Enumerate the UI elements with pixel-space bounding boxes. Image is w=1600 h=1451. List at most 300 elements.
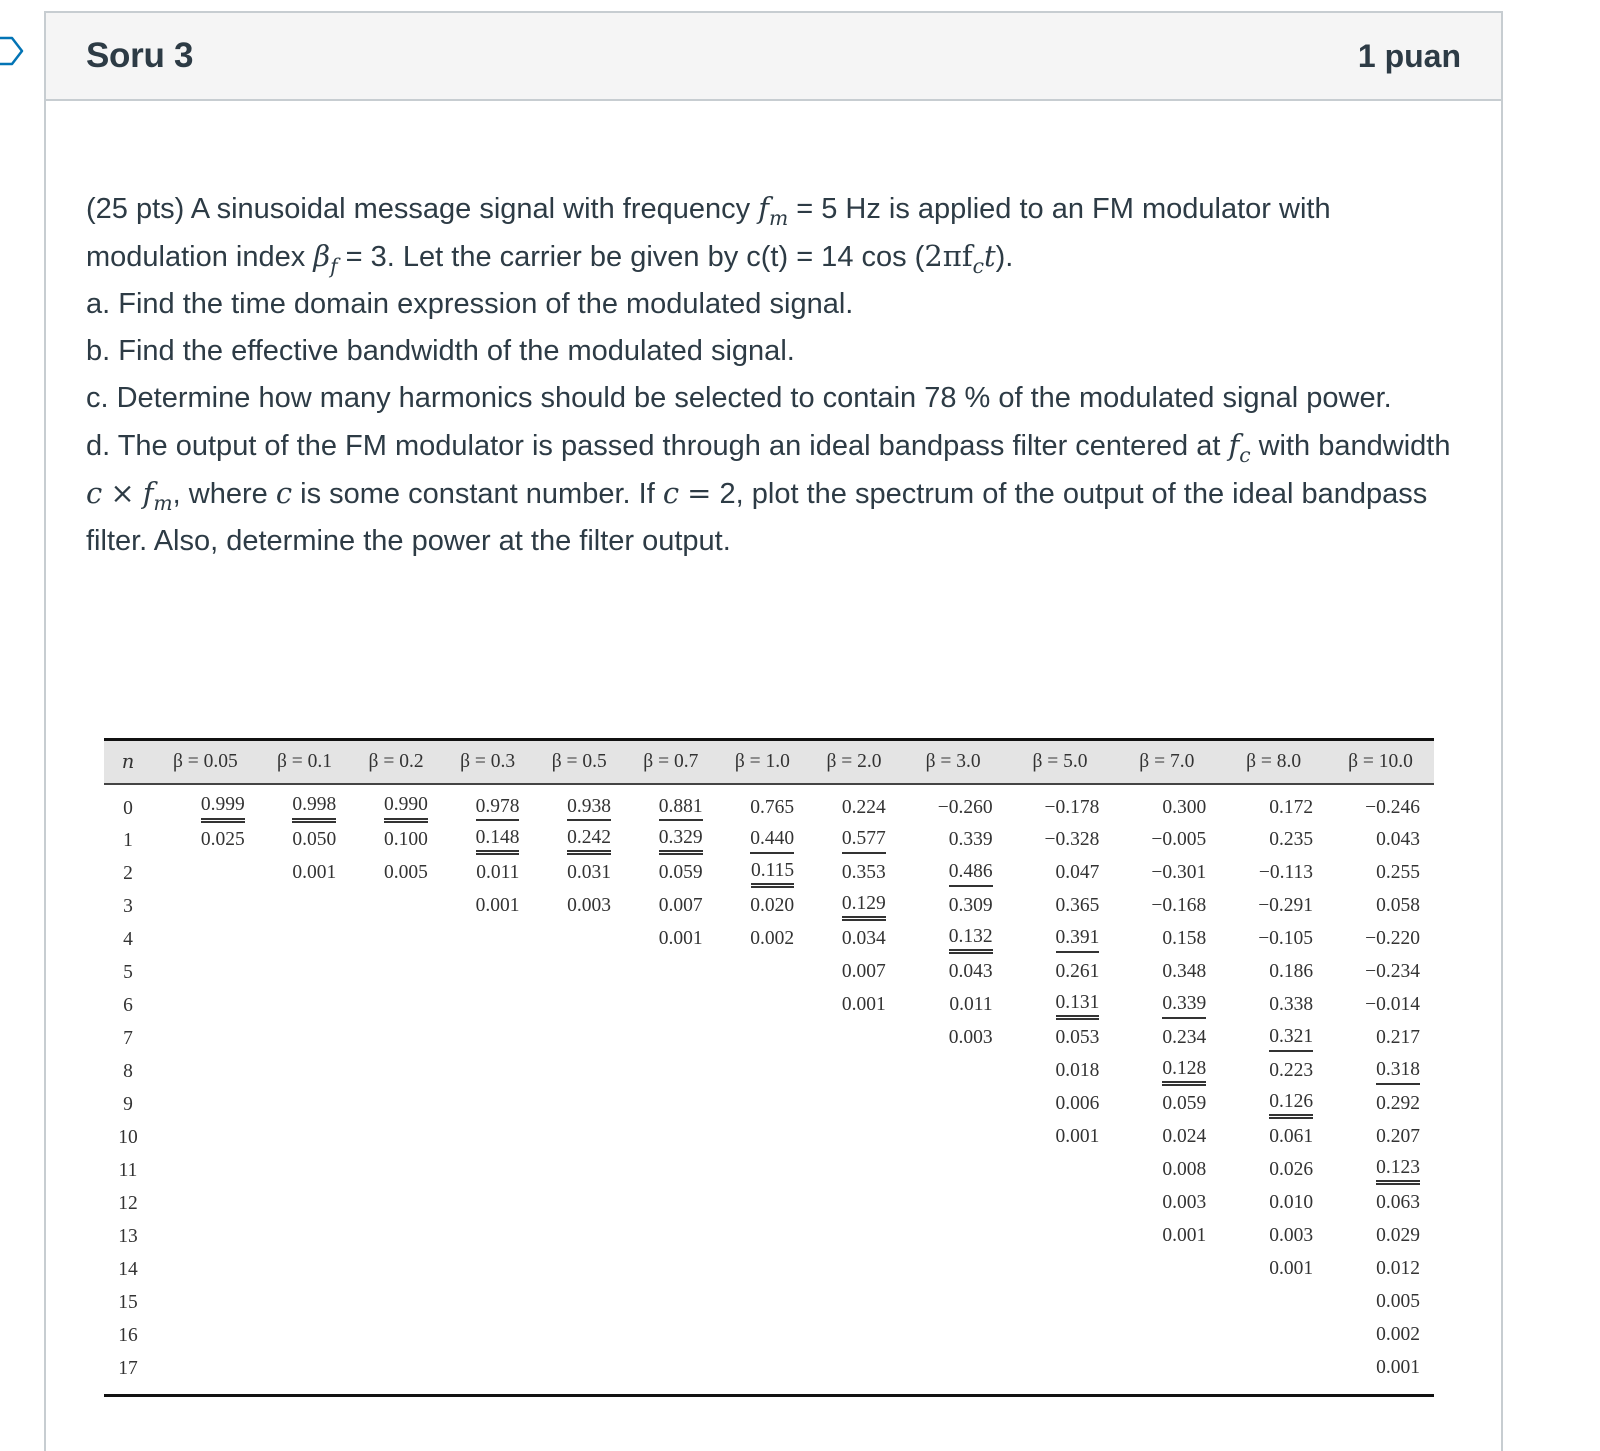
row-index: 2	[123, 863, 133, 884]
part-a: a. Find the time domain expression of the modulated signal.	[86, 288, 854, 320]
table-cell	[625, 1056, 717, 1089]
cell-value: 0.132	[949, 927, 993, 955]
cell-value: 0.006	[1055, 1093, 1100, 1115]
table-cell	[717, 1320, 809, 1353]
header-n: n	[121, 749, 135, 773]
table-cell	[152, 858, 259, 891]
row-index: 9	[123, 1094, 133, 1115]
table-cell	[259, 784, 351, 825]
table-cell	[1327, 1155, 1434, 1188]
cell-value: 0.172	[1269, 796, 1314, 818]
cell-value: 0.047	[1055, 862, 1100, 884]
table-cell	[152, 891, 259, 924]
row-index: 8	[123, 1061, 133, 1082]
table-cell	[442, 858, 534, 891]
question-title: Soru 3	[86, 36, 194, 75]
table-cell	[152, 957, 259, 990]
table-cell	[900, 990, 1007, 1023]
cell-value: 0.223	[1269, 1060, 1314, 1082]
cell-value: 0.001	[475, 895, 520, 917]
table-cell	[1007, 1023, 1114, 1056]
part-d: d. The output of the FM modulator is passed through an ideal bandpass filter centered at $f_c$ with bandwidth $c \times f_m$, where c is some constant number. If c = 2, plot the spectrum of the output of the ideal bandpass filter. Also, determine the power at the filter output.	[86, 428, 1451, 557]
table-cell	[350, 1056, 442, 1089]
cell-value: 0.978	[476, 797, 520, 822]
cell-value: 0.186	[1269, 961, 1314, 983]
cell-value: 0.148	[476, 828, 520, 856]
cell-value: 0.003	[1162, 1192, 1207, 1214]
cell-value: 0.005	[383, 862, 428, 884]
cell-value: 0.126	[1269, 1092, 1313, 1120]
table-cell	[717, 1353, 809, 1392]
table-cell	[1113, 1023, 1220, 1056]
table-cell	[259, 924, 351, 957]
cell-value: 0.158	[1162, 928, 1207, 950]
table-cell	[808, 1353, 900, 1392]
bessel-body	[104, 784, 1434, 1392]
table-cell	[717, 825, 809, 858]
table-row	[104, 891, 1434, 924]
table-cell	[900, 1320, 1007, 1353]
table-cell	[259, 1320, 351, 1353]
table-cell	[442, 1188, 534, 1221]
table-cell	[350, 858, 442, 891]
cell-value: 0.881	[659, 797, 703, 822]
table-cell	[625, 891, 717, 924]
row-index: 16	[118, 1325, 138, 1346]
cell-value: 0.339	[1162, 994, 1206, 1019]
cell-value: 0.115	[751, 861, 794, 889]
cell-value: −0.105	[1258, 928, 1314, 950]
table-cell	[259, 1221, 351, 1254]
table-cell	[808, 1287, 900, 1320]
cell-value: 0.001	[1162, 1225, 1207, 1247]
table-cell	[1220, 1056, 1327, 1089]
table-cell	[259, 957, 351, 990]
table-cell	[442, 1089, 534, 1122]
table-cell	[442, 1023, 534, 1056]
table-cell	[808, 1320, 900, 1353]
table-row	[104, 1287, 1434, 1320]
table-cell	[1007, 924, 1114, 957]
cell-value: 0.348	[1162, 961, 1207, 983]
table-cell	[1327, 858, 1434, 891]
table-bottom-rule	[104, 1394, 1434, 1397]
table-cell	[900, 1188, 1007, 1221]
table-cell	[625, 825, 717, 858]
cell-value: 0.100	[383, 829, 428, 851]
cell-value: 0.012	[1376, 1258, 1420, 1280]
table-cell	[259, 1122, 351, 1155]
cell-value: 0.131	[1056, 993, 1100, 1021]
table-row	[104, 1023, 1434, 1056]
cell-value: 0.309	[948, 895, 993, 917]
cell-value: −0.005	[1151, 829, 1207, 851]
table-cell	[900, 825, 1007, 858]
table-cell	[1327, 891, 1434, 924]
cell-value: 0.059	[658, 862, 703, 884]
bessel-table-image	[104, 738, 1434, 1397]
table-cell	[442, 891, 534, 924]
table-cell	[1327, 1287, 1434, 1320]
table-cell	[152, 1089, 259, 1122]
question-card	[44, 11, 1503, 1451]
table-cell	[717, 1023, 809, 1056]
table-cell	[1113, 858, 1220, 891]
table-cell	[152, 1155, 259, 1188]
table-cell	[625, 1221, 717, 1254]
table-cell	[533, 924, 625, 957]
table-cell	[152, 990, 259, 1023]
table-cell	[1220, 1353, 1327, 1392]
table-cell	[259, 990, 351, 1023]
part-c: c. Determine how many harmonics should be selected to contain 78 % of the modulated signal power.	[86, 382, 1392, 414]
table-cell	[152, 1023, 259, 1056]
cell-value: 0.020	[750, 895, 795, 917]
table-cell	[1113, 1254, 1220, 1287]
cell-value: 0.029	[1376, 1225, 1420, 1247]
table-cell	[900, 1023, 1007, 1056]
table-cell	[350, 990, 442, 1023]
table-cell	[1007, 1122, 1114, 1155]
table-cell	[808, 825, 900, 858]
table-cell	[1007, 1056, 1114, 1089]
table-cell	[1220, 784, 1327, 825]
table-cell	[350, 957, 442, 990]
table-cell	[533, 1056, 625, 1089]
table-cell	[1007, 957, 1114, 990]
cell-value: −0.113	[1258, 862, 1314, 884]
bessel-table	[104, 738, 1434, 1392]
table-cell	[1220, 1320, 1327, 1353]
cell-value: −0.178	[1044, 796, 1100, 818]
table-cell	[1007, 784, 1114, 825]
cell-value: −0.014	[1365, 994, 1420, 1016]
table-cell	[350, 1089, 442, 1122]
cell-value: 0.003	[567, 895, 612, 917]
table-cell	[625, 1023, 717, 1056]
header-beta: β = 10.0	[1348, 750, 1413, 772]
table-cell	[350, 825, 442, 858]
row-index: 15	[118, 1292, 138, 1313]
table-cell	[808, 784, 900, 825]
table-cell	[625, 990, 717, 1023]
table-cell	[259, 1353, 351, 1392]
table-cell	[533, 1353, 625, 1392]
question-points: 1 puan	[1357, 37, 1461, 74]
table-cell	[350, 924, 442, 957]
cell-value: 0.043	[948, 961, 993, 983]
table-cell	[259, 1155, 351, 1188]
table-cell	[152, 1188, 259, 1221]
table-cell	[1007, 1287, 1114, 1320]
table-cell	[1007, 1188, 1114, 1221]
table-cell	[350, 1221, 442, 1254]
table-cell	[717, 1221, 809, 1254]
question-text	[46, 101, 1501, 565]
table-cell	[533, 1155, 625, 1188]
table-cell	[533, 957, 625, 990]
table-row	[104, 1188, 1434, 1221]
cell-value: 0.217	[1376, 1027, 1420, 1049]
table-cell	[533, 1188, 625, 1221]
table-cell	[1327, 924, 1434, 957]
table-cell	[1113, 1221, 1220, 1254]
table-cell	[808, 1023, 900, 1056]
table-cell	[808, 858, 900, 891]
table-cell	[808, 1188, 900, 1221]
table-cell	[717, 1122, 809, 1155]
table-cell	[533, 1254, 625, 1287]
cell-value: 0.026	[1269, 1159, 1314, 1181]
table-cell	[900, 858, 1007, 891]
cell-value: 0.034	[841, 928, 886, 950]
table-cell	[1113, 1287, 1220, 1320]
cell-value: 0.486	[949, 862, 993, 887]
table-row	[104, 1254, 1434, 1287]
cell-value: 0.128	[1162, 1059, 1206, 1087]
table-cell	[442, 1254, 534, 1287]
table-cell	[808, 1155, 900, 1188]
table-cell	[533, 1122, 625, 1155]
row-index: 12	[118, 1193, 138, 1214]
table-cell	[259, 1254, 351, 1287]
table-cell	[1220, 1287, 1327, 1320]
table-row	[104, 1056, 1434, 1089]
table-cell	[900, 784, 1007, 825]
cell-value: 0.007	[658, 895, 703, 917]
table-cell	[350, 891, 442, 924]
table-cell	[442, 924, 534, 957]
table-cell	[1327, 990, 1434, 1023]
table-cell	[1007, 825, 1114, 858]
table-cell	[152, 784, 259, 825]
table-cell	[900, 957, 1007, 990]
cell-value: 0.292	[1376, 1093, 1420, 1115]
cell-value: 0.001	[841, 994, 886, 1016]
table-cell	[1327, 1221, 1434, 1254]
table-cell	[808, 1254, 900, 1287]
table-cell	[625, 1188, 717, 1221]
table-cell	[1220, 1089, 1327, 1122]
cell-value: 0.011	[949, 994, 993, 1016]
cell-value: 0.224	[841, 796, 886, 818]
cell-value: 0.007	[841, 961, 886, 983]
table-cell	[350, 784, 442, 825]
table-cell	[808, 924, 900, 957]
table-cell	[625, 957, 717, 990]
table-cell	[533, 1287, 625, 1320]
table-cell	[717, 1155, 809, 1188]
table-cell	[900, 1155, 1007, 1188]
table-cell	[1007, 891, 1114, 924]
cell-value: 0.261	[1055, 961, 1100, 983]
table-cell	[350, 1023, 442, 1056]
table-cell	[350, 1254, 442, 1287]
row-index: 17	[118, 1358, 138, 1379]
table-cell	[442, 1353, 534, 1392]
cell-value: 0.001	[292, 862, 337, 884]
cell-value: 0.061	[1269, 1126, 1314, 1148]
table-row	[104, 1320, 1434, 1353]
cell-value: −0.260	[937, 796, 993, 818]
table-cell	[717, 990, 809, 1023]
table-cell	[717, 924, 809, 957]
table-cell	[808, 1089, 900, 1122]
table-cell	[1220, 1122, 1327, 1155]
table-cell	[900, 1221, 1007, 1254]
table-cell	[1113, 1122, 1220, 1155]
table-cell	[152, 1287, 259, 1320]
table-cell	[259, 858, 351, 891]
table-cell	[625, 1254, 717, 1287]
table-cell	[350, 1287, 442, 1320]
cell-value: 0.053	[1055, 1027, 1100, 1049]
cell-value: 0.999	[201, 795, 245, 823]
table-cell	[900, 1287, 1007, 1320]
row-index: 7	[123, 1028, 133, 1049]
header-beta: β = 8.0	[1246, 750, 1302, 772]
cell-value: 0.058	[1376, 895, 1420, 917]
table-row	[104, 1155, 1434, 1188]
header-beta: β = 0.05	[172, 750, 238, 772]
table-cell	[259, 1188, 351, 1221]
table-row	[104, 990, 1434, 1023]
table-cell	[1327, 1254, 1434, 1287]
cell-value: −0.328	[1044, 829, 1100, 851]
table-cell	[717, 957, 809, 990]
cell-value: 0.008	[1162, 1159, 1207, 1181]
table-cell	[900, 924, 1007, 957]
cell-value: 0.577	[842, 829, 886, 854]
question-intro: (25 pts) A sinusoidal message signal with frequency $f_m = 5$ Hz is applied to an FM modulator with modulation index $\beta_f = 3$. Let the carrier be given by c(t) = 14 $\cos (2\pi f_ct)$.	[86, 191, 1331, 278]
bessel-header-row	[104, 740, 1434, 784]
cell-value: 0.043	[1376, 829, 1420, 851]
table-cell	[152, 1122, 259, 1155]
table-cell	[717, 784, 809, 825]
table-cell	[350, 1320, 442, 1353]
table-cell	[442, 990, 534, 1023]
table-cell	[1007, 1221, 1114, 1254]
table-cell	[152, 1221, 259, 1254]
table-cell	[1007, 1320, 1114, 1353]
flag-question-icon[interactable]	[0, 34, 26, 68]
cell-value: 0.059	[1162, 1093, 1207, 1115]
row-index: 11	[118, 1160, 138, 1181]
cell-value: 0.001	[1269, 1258, 1314, 1280]
table-row	[104, 1353, 1434, 1392]
cell-value: 0.338	[1269, 994, 1314, 1016]
table-cell	[1327, 1089, 1434, 1122]
table-cell	[808, 1056, 900, 1089]
cell-value: 0.207	[1376, 1126, 1420, 1148]
table-cell	[625, 924, 717, 957]
table-cell	[442, 1056, 534, 1089]
table-row	[104, 1089, 1434, 1122]
cell-value: 0.339	[948, 829, 993, 851]
cell-value: 0.001	[658, 928, 703, 950]
table-cell	[442, 825, 534, 858]
table-cell	[1327, 957, 1434, 990]
table-row	[104, 1122, 1434, 1155]
cell-value: 0.002	[1376, 1324, 1420, 1346]
header-beta: β = 0.7	[643, 750, 699, 772]
table-cell	[442, 1287, 534, 1320]
table-cell	[533, 990, 625, 1023]
table-cell	[1220, 924, 1327, 957]
row-index: 6	[123, 995, 133, 1016]
table-cell	[717, 1056, 809, 1089]
cell-value: 0.002	[750, 928, 795, 950]
table-cell	[259, 1056, 351, 1089]
table-cell	[259, 1023, 351, 1056]
table-cell	[1327, 1320, 1434, 1353]
cell-value: −0.234	[1365, 961, 1420, 983]
cell-value: 0.063	[1376, 1192, 1420, 1214]
cell-value: −0.220	[1365, 928, 1420, 950]
table-cell	[1220, 957, 1327, 990]
header-beta: β = 0.2	[368, 750, 424, 772]
table-cell	[350, 1155, 442, 1188]
cell-value: 0.255	[1376, 862, 1420, 884]
table-cell	[1327, 1353, 1434, 1392]
cell-value: 0.242	[567, 828, 611, 856]
cell-value: 0.123	[1376, 1158, 1420, 1186]
table-cell	[1220, 825, 1327, 858]
row-index: 10	[118, 1127, 138, 1148]
table-cell	[442, 1221, 534, 1254]
table-cell	[717, 1287, 809, 1320]
cell-value: −0.246	[1365, 796, 1420, 818]
table-cell	[1113, 1056, 1220, 1089]
table-cell	[442, 1122, 534, 1155]
table-cell	[533, 1221, 625, 1254]
table-cell	[533, 784, 625, 825]
table-cell	[1220, 1188, 1327, 1221]
part-b: b. Find the effective bandwidth of the modulated signal.	[86, 335, 795, 367]
cell-value: 0.024	[1162, 1126, 1207, 1148]
cell-value: 0.003	[1269, 1225, 1314, 1247]
cell-value: 0.031	[567, 862, 612, 884]
table-cell	[533, 891, 625, 924]
table-cell	[625, 784, 717, 825]
table-cell	[625, 1287, 717, 1320]
cell-value: 0.329	[659, 828, 703, 856]
cell-value: 0.990	[384, 795, 428, 823]
header-beta: β = 3.0	[925, 750, 981, 772]
table-cell	[442, 1320, 534, 1353]
table-cell	[1007, 858, 1114, 891]
table-cell	[625, 1122, 717, 1155]
table-cell	[1327, 1122, 1434, 1155]
table-cell	[152, 1320, 259, 1353]
cell-value: 0.300	[1162, 796, 1207, 818]
table-cell	[1327, 784, 1434, 825]
table-cell	[533, 858, 625, 891]
table-row	[104, 957, 1434, 990]
table-cell	[1113, 924, 1220, 957]
table-cell	[533, 1089, 625, 1122]
cell-value: 0.018	[1055, 1060, 1100, 1082]
table-cell	[350, 1188, 442, 1221]
question-header	[46, 13, 1501, 101]
table-cell	[350, 1353, 442, 1392]
cell-value: 0.234	[1162, 1027, 1207, 1049]
table-cell	[1113, 1155, 1220, 1188]
table-row	[104, 825, 1434, 858]
table-cell	[808, 957, 900, 990]
table-cell	[900, 891, 1007, 924]
table-cell	[625, 1155, 717, 1188]
